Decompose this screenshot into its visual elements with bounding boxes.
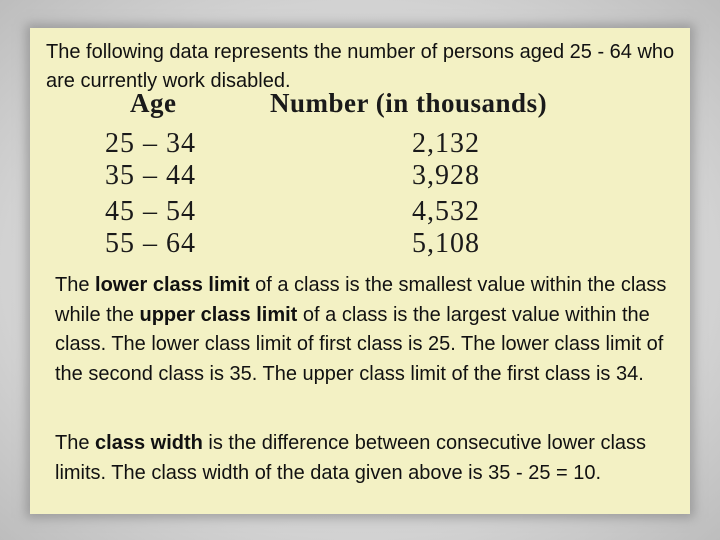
table-cell-number: 5,108 (412, 228, 480, 259)
data-table (100, 88, 660, 263)
table-cell-number: 4,532 (412, 196, 480, 227)
class-width-paragraph (55, 429, 675, 488)
slide (30, 28, 690, 514)
paragraph-text: of a class is the smallest value within the class while the (55, 274, 667, 326)
table-cell-age: 45 – 54 (105, 196, 196, 227)
intro-text: The following data represents the number of persons aged 25 - 64 who are currently work disabled. (46, 41, 675, 92)
class-limit-paragraph (55, 271, 675, 389)
paragraph-text: The (55, 274, 96, 296)
table-cell-number: 2,132 (412, 128, 480, 159)
term-upper-class-limit: upper class limit (139, 303, 298, 326)
table-header-age: Age (130, 88, 177, 118)
table-cell-age: 55 – 64 (105, 228, 196, 259)
paragraph-text: is the difference between consecutive lower class limits. The class width of the data given above is 35 - 25 = 10. (55, 432, 647, 484)
table-cell-age: 35 – 44 (105, 160, 196, 191)
term-class-width: class width (95, 432, 203, 454)
table-cell-number: 3,928 (412, 160, 480, 191)
paragraph-text: The (55, 432, 96, 454)
table-header-number: Number (in thousands) (270, 88, 548, 118)
paragraph-text: of a class is the largest value within the class. The lower class limit of first class is 25. The lower class limit of the second class is 35. The upper class limit of the first class is 34. (55, 303, 664, 385)
table-cell-age: 25 – 34 (105, 128, 196, 159)
term-lower-class-limit: lower class limit (95, 274, 250, 296)
